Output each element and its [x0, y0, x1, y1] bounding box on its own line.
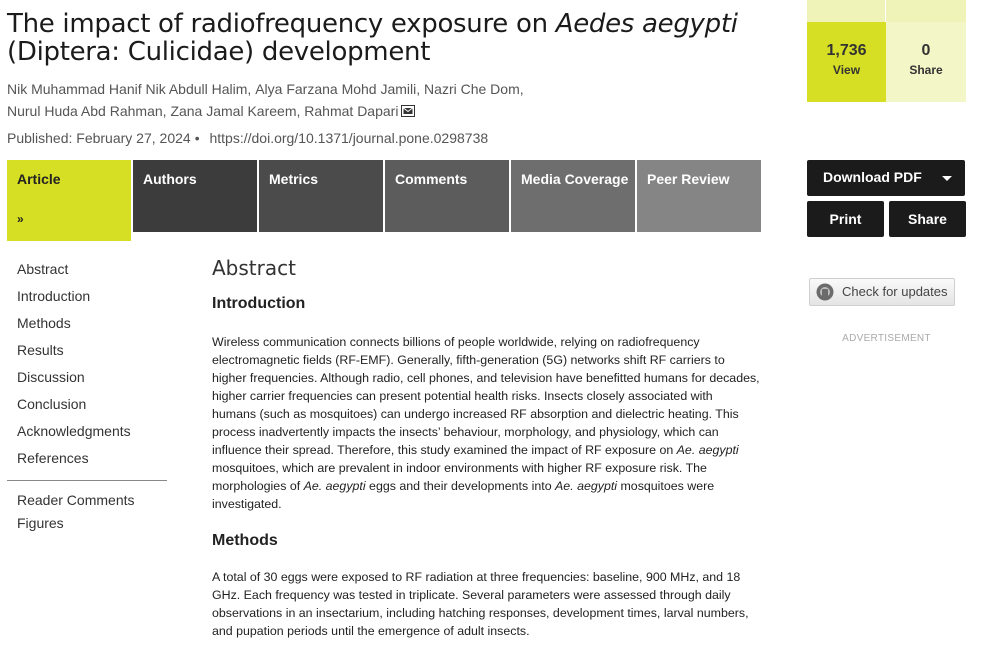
- author-link[interactable]: Zana Jamal Kareem ,: [170, 103, 304, 119]
- tab-article[interactable]: [7, 160, 131, 241]
- metrics-strip-top: [807, 0, 966, 22]
- article-tabs: [7, 160, 761, 232]
- share-button[interactable]: Share: [889, 201, 966, 237]
- tab-label: Authors: [143, 171, 197, 187]
- publication-info: [7, 130, 488, 146]
- print-button[interactable]: Print: [807, 201, 884, 237]
- tab-label: Media Coverage: [521, 171, 629, 187]
- metric-strip-cell: [886, 0, 966, 22]
- introduction-paragraph: [212, 333, 760, 513]
- tab-label: Comments: [395, 171, 468, 187]
- abstract-heading: Abstract: [212, 256, 296, 280]
- double-chevron-down-icon: »: [17, 212, 24, 226]
- title-text: The impact of radiofrequency exposure on: [7, 9, 556, 39]
- methods-paragraph: A total of 30 eggs were exposed to RF radiation at three frequencies: baseline, 900 MHz, and 18 GHz. Each frequency was tested in triplicate. Several parameters were assessed through daily observations in an insectarium, including hatching responses, development times, larval numbers, and pupation periods until the emergence of adult insects.: [212, 570, 749, 638]
- nav-methods[interactable]: Methods: [17, 315, 71, 331]
- species-name: Ae. aegypti: [555, 479, 618, 493]
- nav-figures[interactable]: Figures: [17, 515, 64, 531]
- methods-heading: Methods: [212, 532, 278, 549]
- author-link[interactable]: Nik Muhammad Hanif Nik Abdull Halim ,: [7, 81, 255, 97]
- check-for-updates-button[interactable]: [809, 278, 955, 306]
- separator-dot: •: [194, 130, 200, 146]
- check-updates-label: Check for updates: [842, 284, 948, 299]
- nav-conclusion[interactable]: Conclusion: [17, 396, 87, 412]
- shares-label: Share: [909, 63, 943, 77]
- section-nav: [7, 258, 167, 535]
- text-run: eggs and their developments into: [365, 479, 556, 493]
- tab-label: Metrics: [269, 171, 319, 187]
- title-species: Aedes aegypti: [555, 9, 738, 39]
- advertisement-label: ADVERTISEMENT: [842, 333, 931, 344]
- download-pdf-button[interactable]: [807, 160, 965, 196]
- views-count: 1,736: [826, 42, 867, 59]
- title-rest: (Diptera: Culicidae) development: [7, 37, 431, 67]
- tab-label: Article: [17, 171, 61, 187]
- species-name: Ae. aegypti: [676, 443, 739, 457]
- article-title: [7, 10, 802, 66]
- tab-label: Peer Review: [647, 171, 730, 187]
- text-run: mosquitoes were investigated.: [212, 479, 715, 511]
- author-list: [7, 78, 687, 122]
- caret-down-icon[interactable]: [942, 176, 952, 181]
- nav-divider: [7, 480, 167, 481]
- published-date: Published: February 27, 2024: [7, 130, 191, 146]
- tab-metrics[interactable]: [259, 160, 383, 232]
- author-link-corresponding[interactable]: [304, 103, 415, 119]
- nav-introduction[interactable]: Introduction: [17, 288, 91, 304]
- tab-comments[interactable]: [385, 160, 509, 232]
- download-label: Download PDF: [823, 169, 922, 185]
- author-link[interactable]: Nurul Huda Abd Rahman ,: [7, 103, 170, 119]
- shares-count: 0: [921, 42, 931, 59]
- views-metric[interactable]: [807, 22, 886, 102]
- nav-discussion[interactable]: Discussion: [17, 369, 85, 385]
- crossmark-icon: [816, 283, 834, 301]
- doi-link[interactable]: https://doi.org/10.1371/journal.pone.0298738: [209, 130, 489, 146]
- species-name: Ae. aegypti: [303, 479, 366, 493]
- nav-abstract[interactable]: Abstract: [17, 261, 69, 277]
- author-name: Rahmat Dapari: [304, 103, 399, 119]
- metrics-box: [807, 22, 966, 102]
- views-label: View: [832, 63, 861, 77]
- nav-acknowledgments[interactable]: Acknowledgments: [17, 423, 131, 439]
- author-link[interactable]: Nazri Che Dom ,: [424, 81, 524, 97]
- author-link[interactable]: Alya Farzana Mohd Jamili ,: [255, 81, 424, 97]
- nav-references[interactable]: References: [17, 450, 89, 466]
- tab-authors[interactable]: [133, 160, 257, 232]
- text-run: Wireless communication connects billions of people worldwide, relying on radiofrequency electromagnetic fields (RF-EMF). Generally, fifth-generation (5G) networks shift RF carriers to higher frequencies. Although radio, cell phones, and television have benefitted humans for decades, higher carrier frequencies can present potential health risks. Insects closely associated with humans (such as mosquitoes) can undergo increased RF absorption and dielectric heating. This process inadvertently impacts the insects’ behaviour, morphology, and physiology, which can influence their spread. Therefore, this study examined the impact of RF exposure on: [212, 335, 760, 457]
- introduction-heading: Introduction: [212, 295, 306, 312]
- shares-metric[interactable]: [886, 22, 966, 102]
- text-run: mosquitoes, which are prevalent in indoor environments with higher RF exposure risk. The morphologies of: [212, 461, 707, 493]
- nav-reader-comments[interactable]: Reader Comments: [17, 492, 135, 508]
- tab-peer-review[interactable]: [637, 160, 761, 232]
- email-icon[interactable]: [401, 105, 415, 117]
- article-body: [212, 256, 760, 640]
- metric-strip-cell: [807, 0, 885, 22]
- tab-media-coverage[interactable]: [511, 160, 635, 232]
- nav-results[interactable]: Results: [17, 342, 64, 358]
